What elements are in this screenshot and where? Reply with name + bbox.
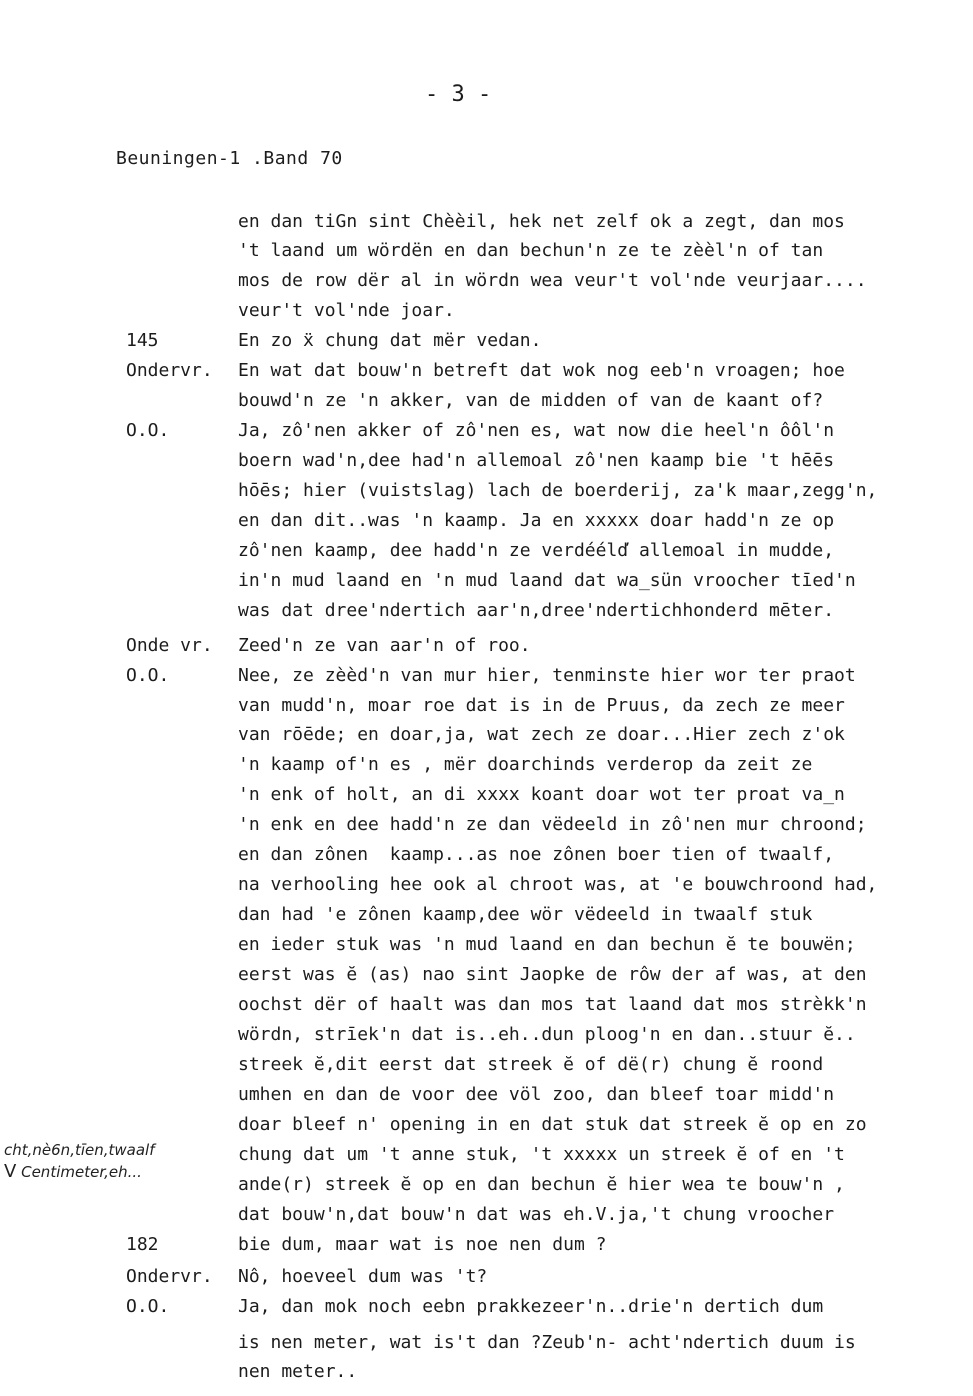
line-text: veur't vol'nde joar.: [238, 300, 455, 321]
line-text: bie dum, maar wat is noe nen dum ?: [238, 1234, 607, 1255]
speaker-label: Onde vr.: [126, 635, 213, 656]
line-text: in'n mud laand en 'n mud laand dat wa_sün vroocher tīed'n: [238, 570, 856, 591]
line-text: hōēs; hier (vuistslag) lach de boerderij, za'k maar,zegg'n,: [238, 480, 878, 501]
transcript-line: [0, 326, 973, 356]
line-text: 'n kaamp of'n es , mër doarchinds verderop da zeit ze: [238, 754, 813, 775]
speaker-label: Ondervr.: [126, 1266, 213, 1287]
line-text: dat bouw'n,dat bouw'n dat was eh.V.ja,'t chung vroocher: [238, 1204, 835, 1225]
transcript-line: [0, 1110, 973, 1140]
transcript-line: [0, 446, 973, 476]
transcript-line: [0, 296, 973, 326]
transcript-line: [0, 236, 973, 266]
transcript-line: [0, 661, 973, 691]
transcript-line: [0, 1050, 973, 1080]
line-text: en ieder stuk was 'n mud laand en dan bechun ĕ te bouwën;: [238, 934, 856, 955]
transcript-line: [0, 266, 973, 296]
line-text: ande(r) streek ĕ op en dan bechun ĕ hier wea te bouw'n ,: [238, 1174, 845, 1195]
transcript-line: [0, 476, 973, 506]
speaker-label: O.O.: [126, 1296, 170, 1317]
line-text: En zo ẍ chung dat mër vedan.: [238, 330, 542, 351]
insertion-mark: V: [4, 1161, 17, 1182]
line-text: was dat dree'ndertich aar'n,dree'ndertichhonderd mēter.: [238, 600, 835, 621]
transcript-line: [0, 1262, 973, 1292]
transcript-line: [0, 900, 973, 930]
line-text: van mudd'n, moar roe dat is in de Pruus, da zech ze meer: [238, 695, 845, 716]
line-text: zô'nen kaamp, dee hadd'n ze verdéélď allemoal in mudde,: [238, 540, 835, 561]
transcript-line: [0, 356, 973, 386]
transcript-line: [0, 990, 973, 1020]
line-text: nen meter..: [238, 1361, 358, 1382]
speaker-label: Ondervr.: [126, 360, 213, 381]
transcript-line: [0, 810, 973, 840]
line-text: 'n enk en dee hadd'n ze dan vëdeeld in zô'nen mur chroond;: [238, 814, 867, 835]
transcript-line: [0, 1080, 973, 1110]
transcript-line: [0, 596, 973, 626]
transcript-line: [0, 1357, 973, 1387]
transcript-line: [0, 566, 973, 596]
transcript-line: [0, 930, 973, 960]
handwritten-margin-note: [4, 1140, 155, 1183]
line-text: Ja, zô'nen akker of zô'nen es, wat now die heel'n ôôl'n: [238, 420, 835, 441]
line-text: En wat dat bouw'n betreft dat wok nog eeb'n vroagen; hoe: [238, 360, 845, 381]
line-text: 'n enk of holt, an di xxxx koant doar wot ter proat va_n: [238, 784, 845, 805]
transcript-line: [0, 1020, 973, 1050]
line-text: Nee, ze zèèd'n van mur hier, tenminste hier wor ter praot: [238, 665, 856, 686]
line-text: chung dat um 't anne stuk, 't xxxxx un streek ĕ of en 't: [238, 1144, 845, 1165]
transcript-line: [0, 631, 973, 661]
line-text: streek ĕ,dit eerst dat streek ĕ of dë(r) chung ĕ roond: [238, 1054, 824, 1075]
transcript-line: [0, 870, 973, 900]
transcript-line: [0, 960, 973, 990]
speaker-label: O.O.: [126, 420, 170, 441]
line-text: is nen meter, wat is't dan ?Zeub'n- acht'ndertich duum is: [238, 1332, 856, 1353]
line-text: wördn, strīek'n dat is..eh..dun ploog'n en dan..stuur ĕ..: [238, 1024, 856, 1045]
line-text: dan had 'e zônen kaamp,dee wör vëdeeld in twaalf stuk: [238, 904, 813, 925]
line-text: 't laand um wördën en dan bechun'n ze te zèèl'n of tan: [238, 240, 824, 261]
line-text: Zeed'n ze van aar'n of roo.: [238, 635, 531, 656]
line-text: boern wad'n,dee had'n allemoal zô'nen kaamp bie 't hēēs: [238, 450, 835, 471]
transcript-line: [0, 840, 973, 870]
transcript-line: [0, 536, 973, 566]
transcript-line: [0, 1292, 973, 1322]
speaker-label: O.O.: [126, 665, 170, 686]
transcript-line: [0, 416, 973, 446]
margin-note-line-2: Centimeter,eh...: [21, 1163, 142, 1181]
transcript-line: [0, 780, 973, 810]
line-text: en dan dit..was 'n kaamp. Ja en xxxxx doar hadd'n ze op: [238, 510, 835, 531]
line-text: Nô, hoeveel dum was 't?: [238, 1266, 488, 1287]
line-text: en dan zônen kaamp...as noe zônen boer tien of twaalf,: [238, 844, 835, 865]
line-text: eerst was ĕ (as) nao sint Jaopke de rôw der af was, at den: [238, 964, 867, 985]
transcript-line: [0, 386, 973, 416]
line-text: en dan tiGn sint Chèèil, hek net zelf ok a zegt, dan mos: [238, 211, 845, 232]
line-text: Ja, dan mok noch eebn prakkezeer'n..drie'n dertich dum: [238, 1296, 824, 1317]
transcript-line: [0, 207, 973, 237]
speaker-label: 182: [126, 1234, 159, 1255]
transcript-line: [0, 1230, 973, 1260]
line-text: na verhooling hee ook al chroot was, at 'e bouwchroond had,: [238, 874, 878, 895]
line-text: mos de row dër al in wördn wea veur't vol'nde veurjaar....: [238, 270, 867, 291]
line-text: umhen en dan de voor dee völ zoo, dan bleef toar midd'n: [238, 1084, 835, 1105]
line-text: oochst dër of haalt was dan mos tat laand dat mos strèkk'n: [238, 994, 867, 1015]
transcript-line: [0, 1328, 973, 1358]
margin-note-line-1: cht,nè6n,tīen,twaalf: [4, 1141, 155, 1159]
line-text: doar bleef n' opening in en dat stuk dat streek ĕ op en zo: [238, 1114, 867, 1135]
transcript-line: [0, 506, 973, 536]
transcript-line: [0, 720, 973, 750]
page-number: - 3 -: [425, 82, 492, 107]
transcript-line: [0, 691, 973, 721]
transcript-line: [0, 750, 973, 780]
transcript-line: [0, 1200, 973, 1230]
line-text: bouwd'n ze 'n akker, van de midden of van de kaant of?: [238, 390, 824, 411]
speaker-label: 145: [126, 330, 159, 351]
document-header: Beuningen-1 .Band 70: [116, 148, 343, 169]
line-text: van rōēde; en doar,ja, wat zech ze doar...Hier zech z'ok: [238, 724, 845, 745]
